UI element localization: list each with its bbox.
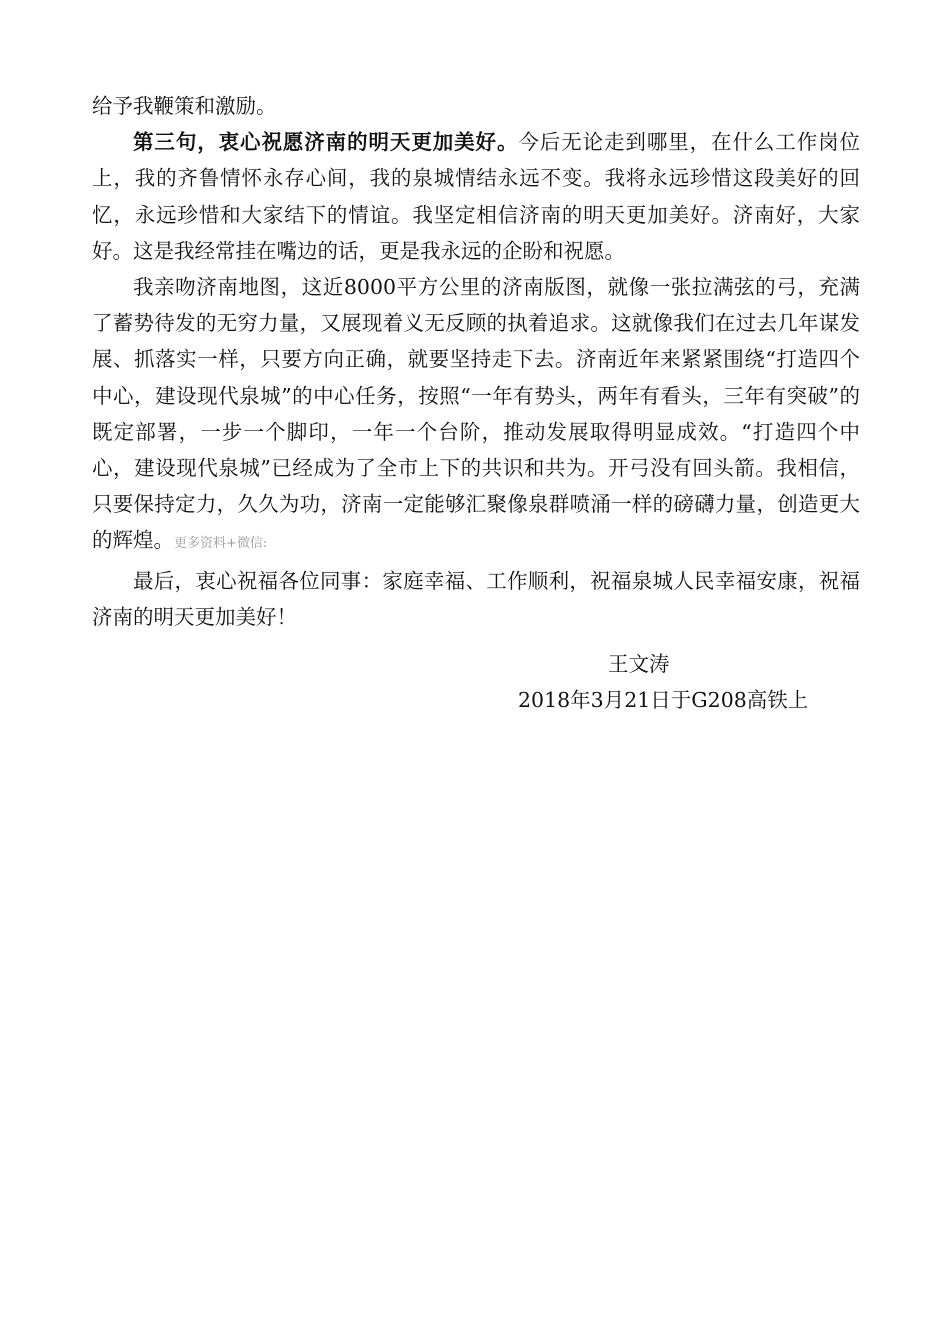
paragraph-text: 今后无论走到哪里，在什么工作岗位上，我的齐鲁情怀永存心间，我的泉城情结永远不变。我将永远珍惜这段美好的回忆，永远珍惜和大家结下的情谊。我坚定相信济南的明天更加美好。济南好，大家好。这是我经常挂在嘴边的话，更是我永远的企盼和祝愿。 — [92, 130, 861, 263]
paragraph-heading: 第三句，衷心祝愿济南的明天更加美好。 — [133, 130, 519, 155]
paragraph-third-wish — [92, 124, 860, 269]
paragraph-text: 给予我鞭策和激励。 — [92, 94, 277, 118]
paragraph-closing — [92, 563, 860, 635]
paragraph-map — [92, 269, 860, 563]
paragraph-text: 最后，衷心祝福各位同事：家庭幸福、工作顺利，祝福泉城人民幸福安康，祝福济南的明天更加美好！ — [92, 568, 860, 629]
signature-name: 王文涛 — [608, 652, 670, 676]
signature-date: 2018年3月21日于G208高铁上 — [518, 688, 809, 712]
paragraph-text: 我亲吻济南地图，这近8000平方公里的济南版图，就像一张拉满弦的弓，充满了蓄势待发的无穷力量，又展现着义无反顾的执着追求。这就像我们在过去几年谋发展、抓落实一样，只要方向正确，就要坚持走下去。济南近年来紧紧围绕“打造四个中心，建设现代泉城”的中心任务，按照“一年有势头，两年有看头，三年有突破”的既定部署，一步一个脚印，一年一个台阶，推动发展取得明显成效。“打造四个中心，建设现代泉城”已经成为了全市上下的共识和共为。开弓没有回头箭。我相信，只要保持定力，久久为功，济南一定能够汇聚像泉群喷涌一样的磅礴力量，创造更大的辉煌。 — [92, 275, 860, 553]
watermark-text: 更多资料+微信: — [174, 536, 268, 552]
document-body — [92, 88, 860, 635]
paragraph-continuation — [92, 88, 860, 124]
